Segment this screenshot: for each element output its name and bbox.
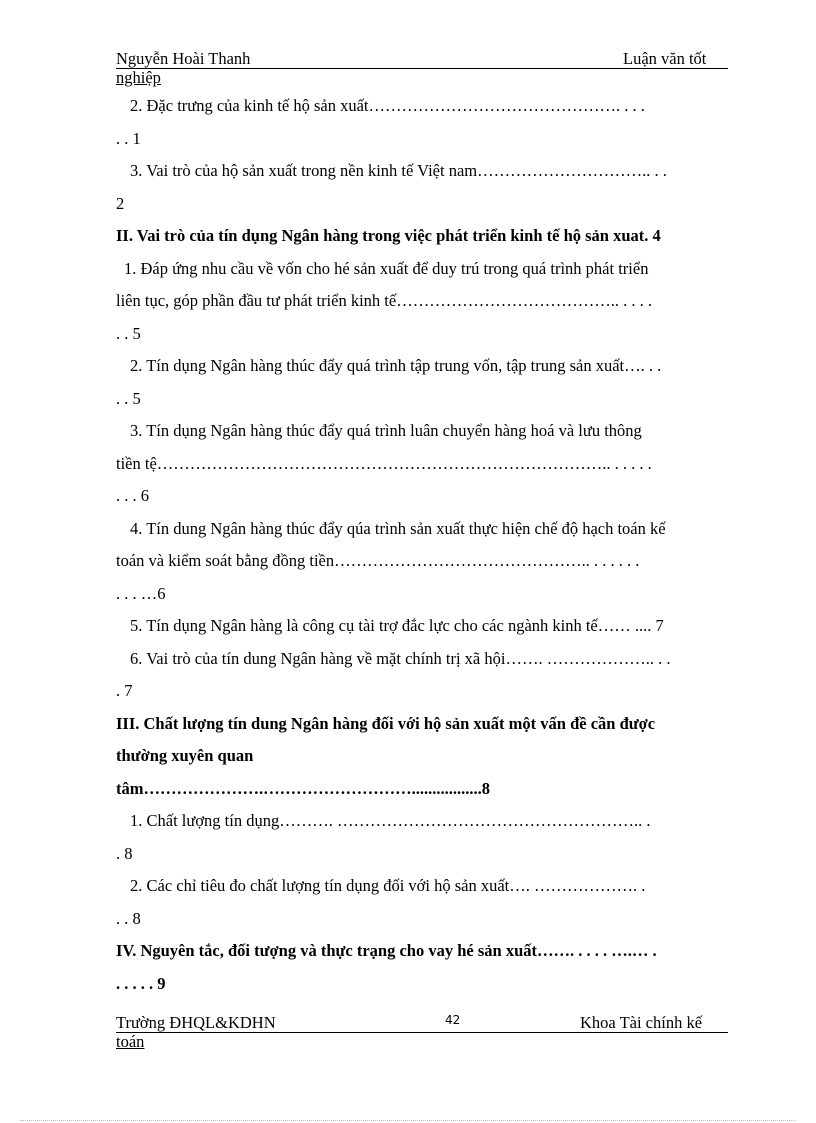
header-doc-type: Luận văn tốt xyxy=(623,49,707,68)
toc-entry-2-page: . . 1 xyxy=(116,128,141,148)
table-of-contents xyxy=(116,90,758,1000)
toc-entry-ii-1-cont: liên tục, góp phần đầu tư phát triển kinh tế………………………………….. . . . . xyxy=(116,291,652,310)
toc-entry-ii-6: 6. Vai trò của tín dung Ngân hàng về mặt chính trị xã hội……. ……………….. . . xyxy=(130,648,671,668)
header-doc-type-wrap: nghiệp xyxy=(116,68,161,87)
toc-entry-3: 3. Vai trò của hộ sản xuất trong nền kinh tế Việt nam………………………….. . . xyxy=(130,161,667,180)
toc-entry-ii-6-page: . 7 xyxy=(116,681,133,700)
page-footer xyxy=(116,1014,728,1051)
page-number: 42 xyxy=(445,1013,461,1027)
toc-entry-ii-2: 2. Tín dụng Ngân hàng thúc đẩy quá trình tập trung vốn, tập trung sản xuất…. . . xyxy=(130,356,662,375)
header-row xyxy=(116,50,728,69)
toc-entry-2: 2. Đặc trưng của kinh tế hộ sản xuất………………………………………. . . . xyxy=(130,96,645,115)
toc-section-iii: III. Chất lượng tín dung Ngân hàng đối với hộ sản xuất một vấn đề cần được xyxy=(116,713,656,733)
toc-entry-ii-4-cont: toán và kiểm soát bằng đồng tiền……………………………………….. . . . . . . xyxy=(116,551,640,570)
toc-entry-iii-2: 2. Các chỉ tiêu đo chất lượng tín dụng đối với hộ sản xuất…. ………………. . xyxy=(130,876,646,895)
toc-entry-iii-1: 1. Chất lượng tín dụng………. ……………………………………………….. . xyxy=(130,811,651,830)
toc-section-ii: II. Vai trò của tín dụng Ngân hàng trong việc phát triển kinh tế hộ sản xuat. 4 xyxy=(116,226,661,245)
toc-entry-ii-4: 4. Tín dung Ngân hàng thúc đẩy qúa trình sản xuất thực hiện chế độ hạch toán kế xyxy=(130,518,666,538)
toc-entry-ii-5: 5. Tín dụng Ngân hàng là công cụ tài trợ đắc lực cho các ngành kinh tế…… .... 7 xyxy=(130,616,664,635)
toc-entry-ii-2-page: . . 5 xyxy=(116,388,141,408)
page-edge-divider xyxy=(20,1120,796,1122)
footer-faculty-wrap: toán xyxy=(116,1032,145,1051)
footer-school: Trường ĐHQL&KDHN xyxy=(116,1013,276,1032)
toc-entry-iii-1-page: . 8 xyxy=(116,843,133,863)
toc-entry-ii-1: 1. Đáp ứng nhu cầu về vốn cho hé sản xuất để duy trú trong quá trình phát triển xyxy=(124,258,649,278)
toc-entry-3-page: 2 xyxy=(116,193,125,213)
header-author: Nguyễn Hoài Thanh xyxy=(116,49,251,68)
toc-section-iv-page: . . . . . 9 xyxy=(116,973,166,993)
toc-section-iii-cont: thường xuyên quan xyxy=(116,746,254,765)
footer-row xyxy=(116,1014,728,1033)
toc-entry-ii-3-cont: tiền tệ……………………………………………………………………….. . . . . . xyxy=(116,453,652,473)
toc-section-iii-page: tâm………………….……………………….................8 xyxy=(116,778,490,798)
toc-section-iv: IV. Nguyên tắc, đối tượng và thực trạng cho vay hé sản xuất……. . . . . ….… . xyxy=(116,941,657,960)
footer-faculty: Khoa Tài chính kế xyxy=(580,1013,703,1032)
toc-entry-ii-3: 3. Tín dụng Ngân hàng thúc đẩy quá trình luân chuyển hàng hoá và lưu thông xyxy=(130,421,642,440)
toc-entry-ii-3-page: . . . 6 xyxy=(116,486,149,505)
toc-entry-iii-2-page: . . 8 xyxy=(116,908,141,928)
toc-entry-ii-4-page: . . . …6 xyxy=(116,583,166,603)
toc-entry-ii-1-page: . . 5 xyxy=(116,323,141,343)
page-header xyxy=(116,50,728,87)
